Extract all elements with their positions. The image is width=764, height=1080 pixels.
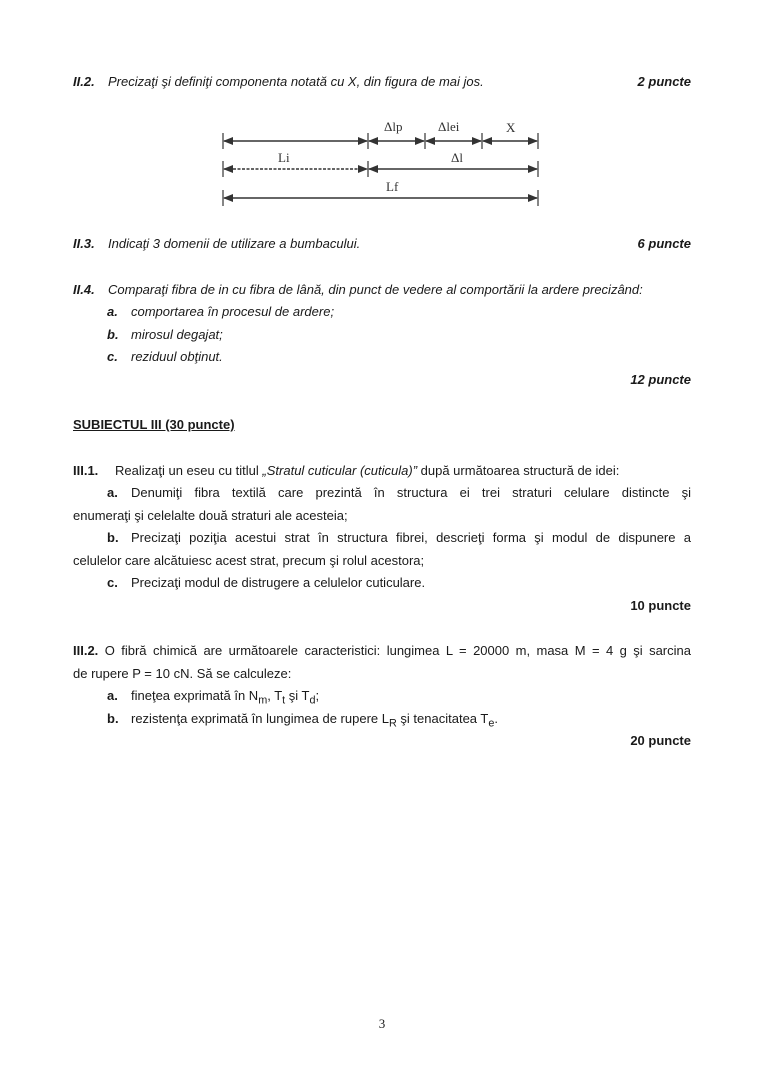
item-text: Precizaţi poziţia acestui strat în structura fibrei, descrieţi forma şi modul de dispunere a: [131, 530, 691, 545]
item-text: , T: [267, 688, 283, 703]
subscript: d: [309, 694, 316, 707]
subscript: m: [258, 694, 268, 707]
item-text: ;: [315, 688, 320, 703]
question-number: III.2.: [73, 643, 99, 658]
points-2-4: 12 puncte: [630, 372, 691, 387]
item-letter: a.: [107, 304, 118, 319]
item-text: Precizaţi modul de distrugere a celulelor cuticulare.: [131, 575, 426, 590]
question-text: O fibră chimică are următoarele caracteristici: lungimea L = 20000 m, masa M = 4 g şi sarcina: [104, 643, 691, 658]
question-2-4-item-a: [107, 304, 334, 320]
label-delta-lei: Δlei: [438, 119, 460, 134]
subscript: t: [282, 694, 286, 707]
item-letter: c.: [107, 349, 118, 364]
label-lf: Lf: [386, 179, 399, 194]
question-number: II.2.: [73, 74, 95, 89]
points-2-3: 6 puncte: [637, 236, 691, 251]
question-text-tail: după următoarea structură de idei:: [417, 463, 620, 478]
essay-title: „Stratul cuticular (cuticula)”: [262, 463, 418, 478]
item-letter: a.: [107, 688, 118, 703]
points-3-2: 20 puncte: [630, 733, 691, 748]
item-letter: a.: [107, 485, 118, 500]
question-number: II.4.: [73, 282, 95, 297]
question-3-2-item-b: [107, 711, 498, 732]
question-number: III.1.: [73, 463, 99, 478]
question-number: II.3.: [73, 236, 95, 251]
question-2-4: [73, 282, 691, 298]
subscript: e: [488, 717, 495, 730]
question-3-1-item-c: [107, 575, 425, 591]
item-text: şi tenacitatea T: [396, 711, 489, 726]
question-3-2-line1: [73, 643, 691, 659]
elongation-diagram: [215, 112, 550, 212]
section-heading: SUBIECTUL III (30 puncte): [73, 417, 235, 432]
dimension-lines-icon: [215, 112, 550, 212]
question-text: Comparaţi fibra de in cu fibra de lână, din punct de vedere al comportării la ardere precizând:: [108, 282, 643, 297]
question-text: Realizaţi un eseu cu titlul: [115, 463, 263, 478]
label-x: X: [506, 120, 516, 135]
question-text: Indicaţi 3 domenii de utilizare a bumbacului.: [108, 236, 361, 251]
points-3-1: 10 puncte: [630, 598, 691, 613]
question-3-1-item-b-line1: [107, 530, 691, 546]
item-letter: b.: [107, 711, 119, 726]
question-text: Precizaţi şi definiţi componenta notată cu X, din figura de mai jos.: [108, 74, 484, 89]
item-text: .: [494, 711, 499, 726]
label-delta-lp: Δlp: [384, 119, 403, 134]
item-text: fineţea exprimată în N: [131, 688, 259, 703]
question-3-1-item-a-line1: [107, 485, 691, 501]
item-text: mirosul degajat;: [131, 327, 223, 342]
item-text: comportarea în procesul de ardere;: [131, 304, 335, 319]
item-text: şi T: [285, 688, 310, 703]
page-number: 3: [378, 1016, 386, 1031]
item-letter: b.: [107, 327, 119, 342]
question-3-2-line2: de rupere P = 10 cN. Să se calculeze:: [73, 666, 292, 681]
label-li: Li: [278, 150, 290, 165]
question-2-3: [73, 236, 691, 252]
item-letter: c.: [107, 575, 118, 590]
question-3-1: [73, 463, 691, 479]
item-text: rezistenţa exprimată în lungimea de rupere L: [131, 711, 389, 726]
item-text: Denumiţi fibra textilă care prezintă în structura ei trei straturi celulare distincte şi: [131, 485, 691, 500]
label-delta-l: Δl: [451, 150, 463, 165]
question-2-4-item-c: [107, 349, 223, 365]
question-2-4-item-b: [107, 327, 223, 343]
points-2-2: 2 puncte: [637, 74, 691, 89]
question-3-1-item-a-line2: enumeraţi şi celelalte două straturi ale acesteia;: [73, 508, 348, 523]
item-text: reziduul obţinut.: [131, 349, 223, 364]
subscript: R: [388, 717, 397, 730]
question-2-2: [73, 74, 691, 90]
item-letter: b.: [107, 530, 119, 545]
question-3-2-item-a: [107, 688, 319, 709]
question-3-1-item-b-line2: celulelor care alcătuiesc acest strat, precum şi rolul acestora;: [73, 553, 425, 568]
